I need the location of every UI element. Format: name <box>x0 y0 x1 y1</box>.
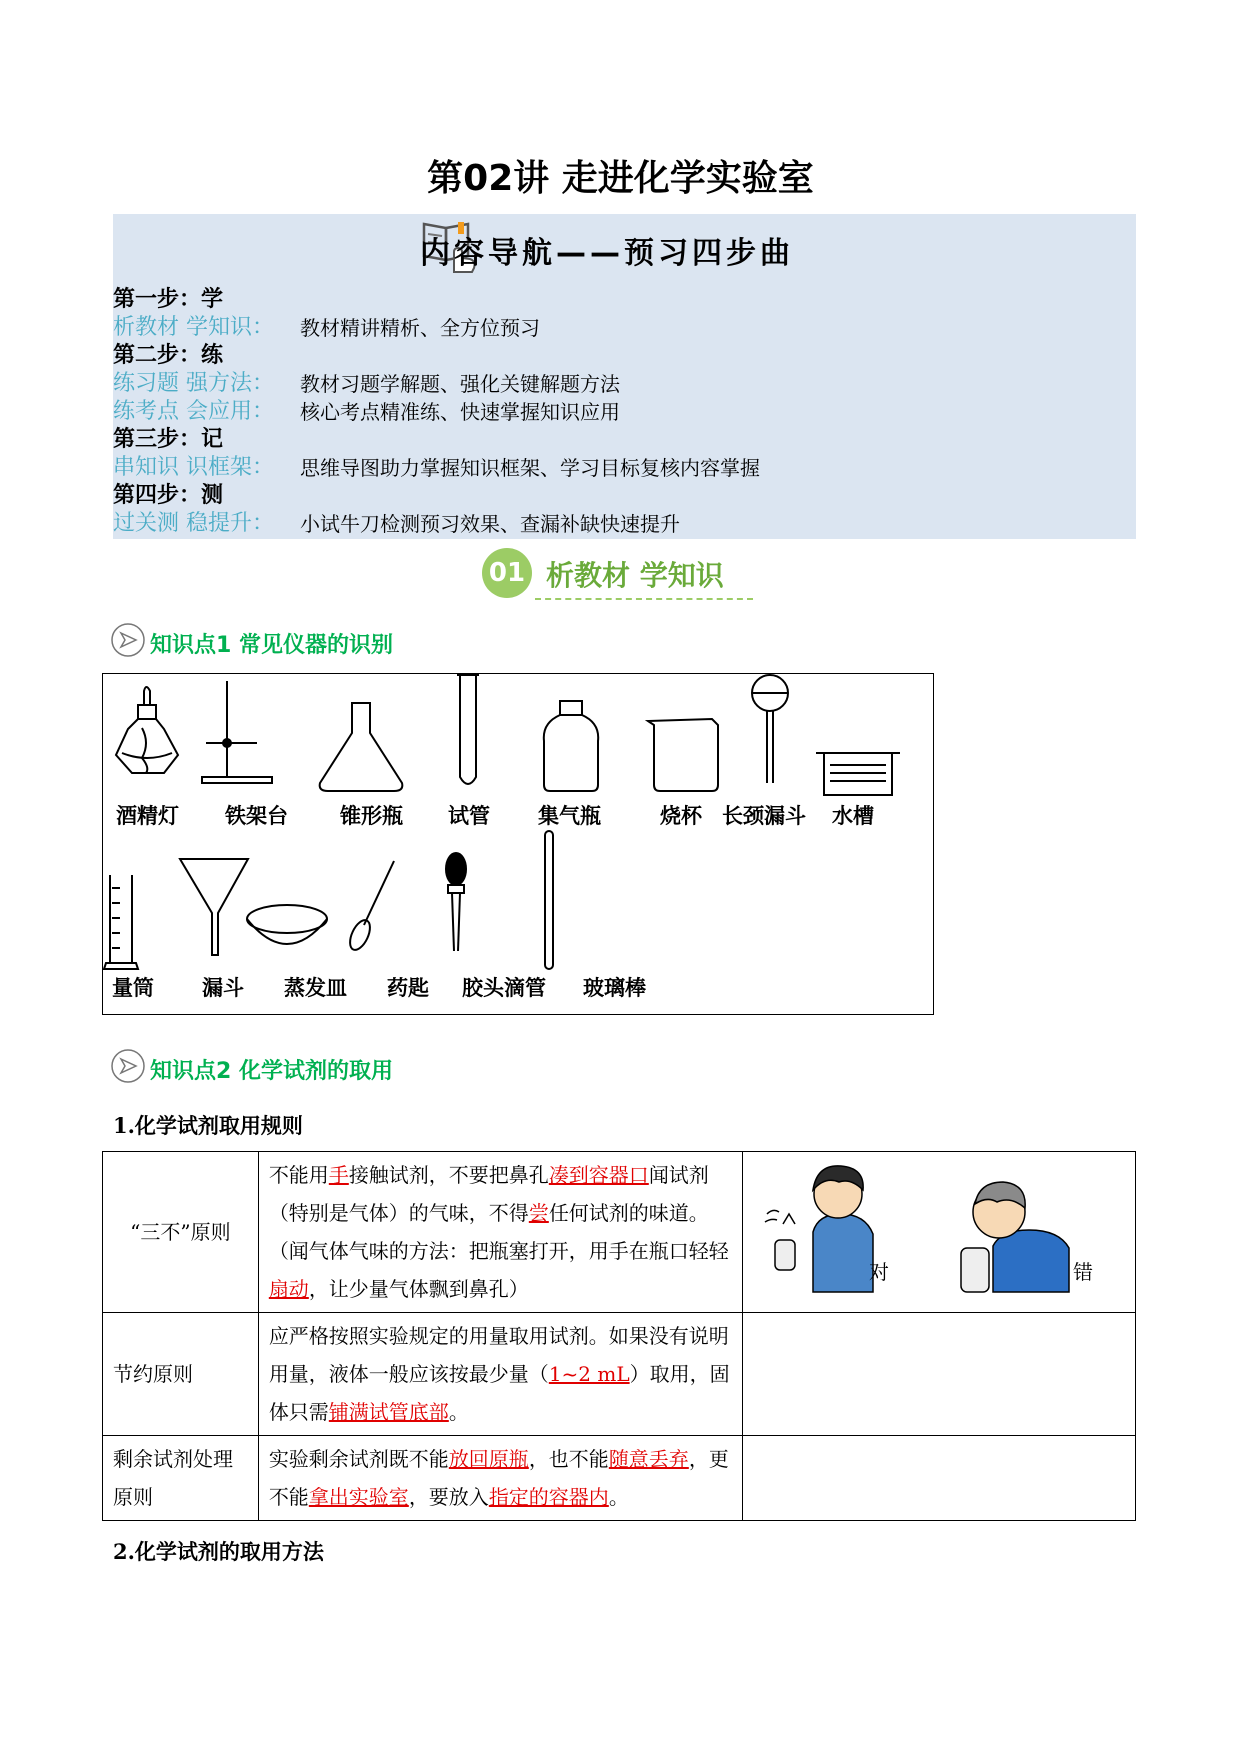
wrong-label: 错 <box>1072 1260 1093 1284</box>
answer-blank: 凑到容器口 <box>548 1163 649 1187</box>
text: ，也不能 <box>528 1447 609 1471</box>
label-dropper: 胶头滴管 <box>462 976 546 1000</box>
empty-cell <box>742 1313 1135 1436</box>
table-row <box>103 1313 1136 1436</box>
table-row <box>103 1436 1136 1521</box>
instrument-drawings <box>102 673 934 1015</box>
answer-blank: 尝 <box>528 1201 549 1225</box>
rule-content <box>258 1436 742 1521</box>
step-2-desc-1: 教材习题学解题、强化关键解题方法 <box>300 372 620 396</box>
answer-blank: 1~2 mL <box>548 1362 630 1386</box>
step-1-key: 析教材 学知识： <box>113 315 274 340</box>
step-2: 第二步：练 <box>113 343 224 368</box>
text: ，要放入 <box>408 1485 489 1509</box>
text: 闻试剂（特别是气体）的气味，不得 <box>268 1163 709 1225</box>
kp2-title: 知识点2 化学试剂的取用 <box>150 1059 393 1084</box>
step-2-desc-2: 核心考点精准练、快速掌握知识应用 <box>300 400 620 424</box>
correct-label: 对 <box>868 1260 889 1284</box>
text: ，让少量气体飘到鼻孔） <box>308 1277 529 1301</box>
text: 任何试剂的味道。（闻气体气味的方法：把瓶塞打开，用手在瓶口轻轻 <box>268 1201 729 1263</box>
text: ，更不能 <box>268 1447 729 1509</box>
subsection-methods: 2.化学试剂的取用方法 <box>113 1539 324 1564</box>
section-badge-text: 析教材 学知识 <box>546 559 724 592</box>
text: 接触试剂，不要把鼻孔 <box>348 1163 549 1187</box>
label-gas-jar: 集气瓶 <box>538 804 601 828</box>
step-3-desc: 思维导图助力掌握知识框架、学习目标复核内容掌握 <box>300 456 760 480</box>
text: 不能用 <box>268 1163 329 1187</box>
label-long-neck-funnel: 长颈漏斗 <box>722 804 806 828</box>
answer-blank: 放回原瓶 <box>448 1447 529 1471</box>
subsection-rules: 1.化学试剂取用规则 <box>113 1113 303 1138</box>
answer-blank: 随意丢弃 <box>608 1447 689 1471</box>
step-1: 第一步：学 <box>113 287 224 312</box>
label-graduated-cylinder: 量筒 <box>112 976 154 1000</box>
label-conical-flask: 锥形瓶 <box>340 804 403 828</box>
answer-blank: 扇动 <box>268 1277 309 1301</box>
rule-content <box>258 1313 742 1436</box>
badge-underline <box>535 598 753 600</box>
arrow-circle-icon <box>110 1048 146 1084</box>
step-2-key-1: 练习题 强方法： <box>113 371 274 396</box>
section-badge-number: 01 <box>482 548 532 598</box>
kp1-title: 知识点1 常见仪器的识别 <box>150 633 393 658</box>
page-title: 第02讲 走进化学实验室 <box>427 158 814 199</box>
step-1-desc: 教材精讲精析、全方位预习 <box>300 316 540 340</box>
rule-name: 节约原则 <box>103 1313 259 1436</box>
label-spoon: 药匙 <box>387 976 429 1000</box>
answer-blank: 手 <box>328 1163 349 1187</box>
step-3: 第三步：记 <box>113 427 224 452</box>
text: 。 <box>448 1400 469 1424</box>
text: 实验剩余试剂既不能 <box>268 1447 449 1471</box>
answer-blank: 拿出实验室 <box>308 1485 409 1509</box>
label-water-trough: 水槽 <box>832 804 874 828</box>
rule-content <box>258 1152 742 1313</box>
empty-cell <box>742 1436 1135 1521</box>
label-evaporating-dish: 蒸发皿 <box>284 976 347 1000</box>
label-alcohol-lamp: 酒精灯 <box>116 804 179 828</box>
label-iron-stand: 铁架台 <box>225 804 288 828</box>
arrow-circle-icon <box>110 622 146 658</box>
step-2-key-2: 练考点 会应用： <box>113 399 274 424</box>
answer-blank: 指定的容器内 <box>488 1485 609 1509</box>
step-4: 第四步：测 <box>113 483 224 508</box>
illustration-cell <box>742 1152 1135 1313</box>
step-4-key: 过关测 稳提升： <box>113 511 274 536</box>
rule-name: 剩余试剂处理原则 <box>103 1436 259 1521</box>
label-glass-rod: 玻璃棒 <box>583 976 646 1000</box>
step-4-desc: 小试牛刀检测预习效果、查漏补缺快速提升 <box>300 512 680 536</box>
nav-heading: 内容导航——预习四步曲 <box>420 236 794 271</box>
reagent-rules-table <box>102 1151 1136 1521</box>
step-3-key: 串知识 识框架： <box>113 455 274 480</box>
table-row <box>103 1152 1136 1313</box>
answer-blank: 铺满试管底部 <box>328 1400 449 1424</box>
label-test-tube: 试管 <box>448 804 490 828</box>
text: 。 <box>608 1485 629 1509</box>
label-funnel: 漏斗 <box>202 976 244 1000</box>
text: ）取用，固体只需 <box>268 1362 730 1424</box>
text: 应严格按照实验规定的用量取用试剂。如果没有说明用量，液体一般应该按最少量（ <box>268 1324 729 1386</box>
rule-name: “三不”原则 <box>103 1152 259 1313</box>
label-beaker: 烧杯 <box>660 804 702 828</box>
